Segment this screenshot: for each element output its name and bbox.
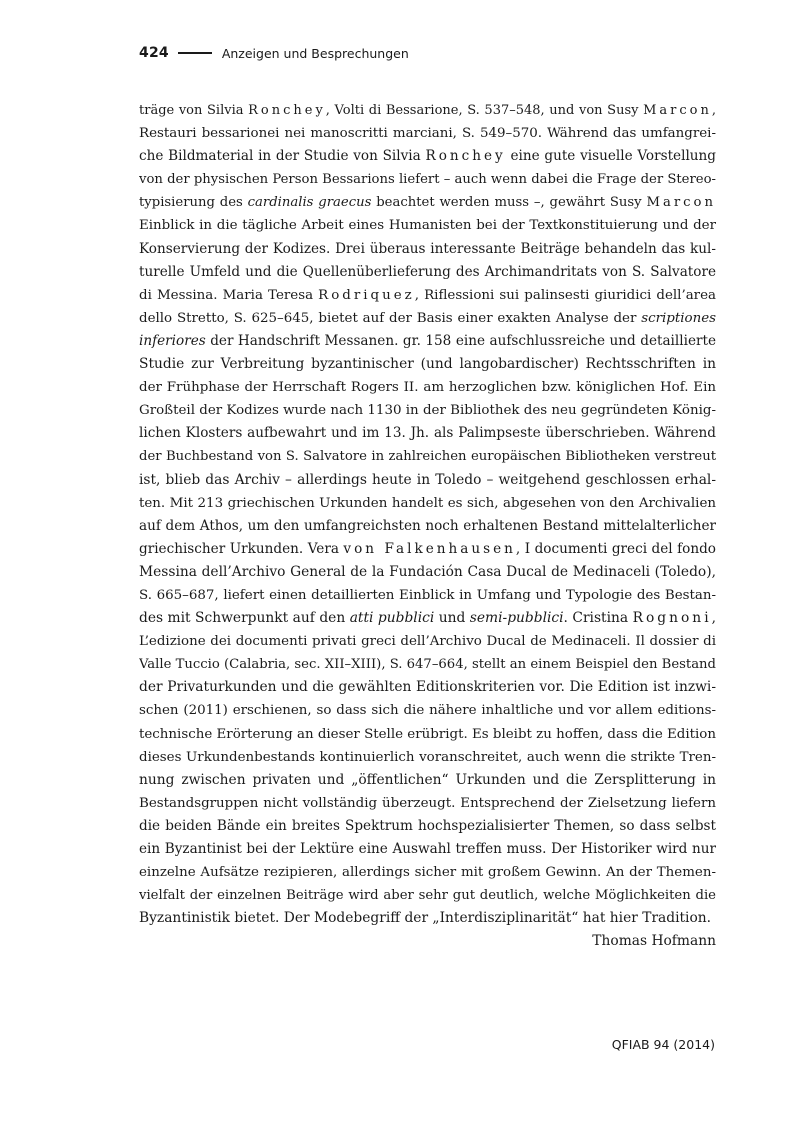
text-line: Einblick in die tägliche Arbeit eines Humanisten bei der Textkonstituierung und der: [139, 218, 716, 234]
italic-term: inferiores: [139, 332, 206, 349]
text-line: lichen Klosters aufbewahrt und im 13. Jh. als Palimpseste überschrieben. Während: [139, 425, 716, 442]
text-line: dello Stretto, S. 625–645, bietet auf der Basis einer exakten Analyse der scriptiones: [139, 310, 716, 326]
running-header: [139, 42, 409, 64]
journal-footer: QFIAB 94 (2014): [611, 1037, 715, 1052]
italic-term: scriptiones: [641, 310, 716, 326]
text-line: Bestandsgruppen nicht vollständig überzeugt. Entsprechend der Zielsetzung liefern: [139, 795, 716, 811]
author-name-spaced: Ronchey: [248, 103, 326, 118]
text-line: der Frühphase der Herrschaft Rogers II. am herzoglichen bzw. königlichen Hof. Ein: [139, 380, 716, 396]
text-line: Messina dell’Archivo General de la Fundación Casa Ducal de Medinaceli (Toledo),: [139, 563, 716, 580]
text-line: vielfalt der einzelnen Beiträge wird aber sehr gut deutlich, welche Möglichkeiten die: [139, 888, 716, 904]
author-name-spaced: von Falkenhausen: [343, 540, 516, 557]
text-line: ist, blieb das Archiv – allerdings heute in Toledo – weitgehend geschlossen erhal-: [139, 471, 716, 488]
text-line: der Buchbestand von S. Salvatore in zahlreichen europäischen Bibliotheken verstreut: [139, 449, 716, 465]
text-line: Restauri bessarionei nei manoscritti marciani, S. 549–570. Während das umfangrei-: [139, 126, 716, 142]
text-line: che Bildmaterial in der Studie von Silvia Ronchey eine gute visuelle Vorstellung: [139, 148, 716, 165]
text-line: turelle Umfeld und die Quellenüberlieferung des Archimandritats von S. Salvatore: [139, 263, 716, 280]
review-body: [139, 99, 716, 953]
author-name-spaced: Ronchey: [425, 148, 506, 165]
text-line: Byzantinistik bietet. Der Modebegriff der „Interdisziplinarität“ hat hier Tradition.: [139, 910, 712, 927]
text-line: Valle Tuccio (Calabria, sec. XII–XIII), S. 647–664, stellt an einem Beispiel den Bestand: [139, 657, 716, 673]
text-line: ten. Mit 213 griechischen Urkunden handelt es sich, abgesehen von den Archivalien: [139, 495, 716, 511]
text-line: ein Byzantinist bei der Lektüre eine Auswahl treffen muss. Der Historiker wird nur: [139, 841, 716, 857]
text-line: einzelne Aufsätze rezipieren, allerdings sicher mit großem Gewinn. An der Themen-: [139, 865, 716, 881]
italic-term: atti pubblici: [349, 610, 435, 627]
text-line: di Messina. Maria Teresa Rodriquez, Riflessioni sui palinsesti giuridici dell’area: [139, 287, 716, 303]
author-name-spaced: Rognoni: [632, 610, 712, 627]
header-rule: [178, 52, 212, 54]
text-line: dieses Urkundenbestands kontinuierlich voranschreitet, auch wenn die strikte Tren-: [139, 749, 716, 765]
text-line: Konservierung der Kodizes. Drei überaus interessante Beiträge behandeln das kul-: [139, 240, 716, 257]
text-line: auf dem Athos, um den umfangreichsten noch erhaltenen Bestand mittelalterlicher: [139, 517, 716, 534]
text-line: inferiores der Handschrift Messanen. gr. 158 eine aufschlussreiche und detaillierte: [139, 332, 716, 349]
author-name-spaced: Marcon: [643, 103, 712, 118]
text-line: schen (2011) erschienen, so dass sich die nähere inhaltliche und vor allem editions-: [139, 703, 716, 719]
author-name-spaced: Marcon: [646, 195, 716, 211]
text-line: Studie zur Verbreitung byzantinischer (und langobardischer) Rechtsschriften in: [139, 356, 716, 373]
text-line: der Privaturkunden und die gewählten Editionskriterien vor. Die Edition ist inzwi-: [139, 679, 716, 696]
text-line: typisierung des cardinalis graecus beachtet werden muss –, gewährt Susy Marcon: [139, 195, 716, 211]
italic-term: cardinalis graecus: [247, 195, 372, 211]
text-line: des mit Schwerpunkt auf den atti pubblici und semi-pubblici. Cristina Rognoni,: [139, 610, 716, 627]
text-line: S. 665–687, liefert einen detaillierten Einblick in Umfang und Typologie des Bestan-: [139, 587, 716, 603]
author-name-spaced: Rodriquez: [318, 287, 415, 303]
reviewer-signature: Thomas Hofmann: [592, 933, 716, 950]
italic-term: semi-pubblici: [469, 610, 564, 627]
page-number: 424: [139, 45, 169, 61]
text-line: von der physischen Person Bessarions liefert – auch wenn dabei die Frage der Stereo-: [139, 172, 716, 188]
text-line: nung zwischen privaten und „öffentlichen“ Urkunden und die Zersplitterung in: [139, 771, 716, 788]
text-line: träge von Silvia Ronchey, Volti di Bessarione, S. 537–548, und von Susy Marcon,: [139, 103, 716, 118]
text-line: griechischer Urkunden. Vera von Falkenhausen, I documenti greci del fondo: [139, 540, 716, 557]
text-line: die beiden Bände ein breites Spektrum hochspezialisierter Themen, so dass selbst: [139, 817, 716, 834]
running-title: Anzeigen und Besprechungen: [221, 45, 409, 61]
text-line: Großteil der Kodizes wurde nach 1130 in der Bibliothek des neu gegründeten König-: [139, 403, 716, 419]
text-line: technische Erörterung an dieser Stelle erübrigt. Es bleibt zu hoffen, dass die Edition: [139, 726, 716, 742]
text-line: L’edizione dei documenti privati greci dell’Archivo Ducal de Medinaceli. Il dossier di: [139, 634, 716, 650]
